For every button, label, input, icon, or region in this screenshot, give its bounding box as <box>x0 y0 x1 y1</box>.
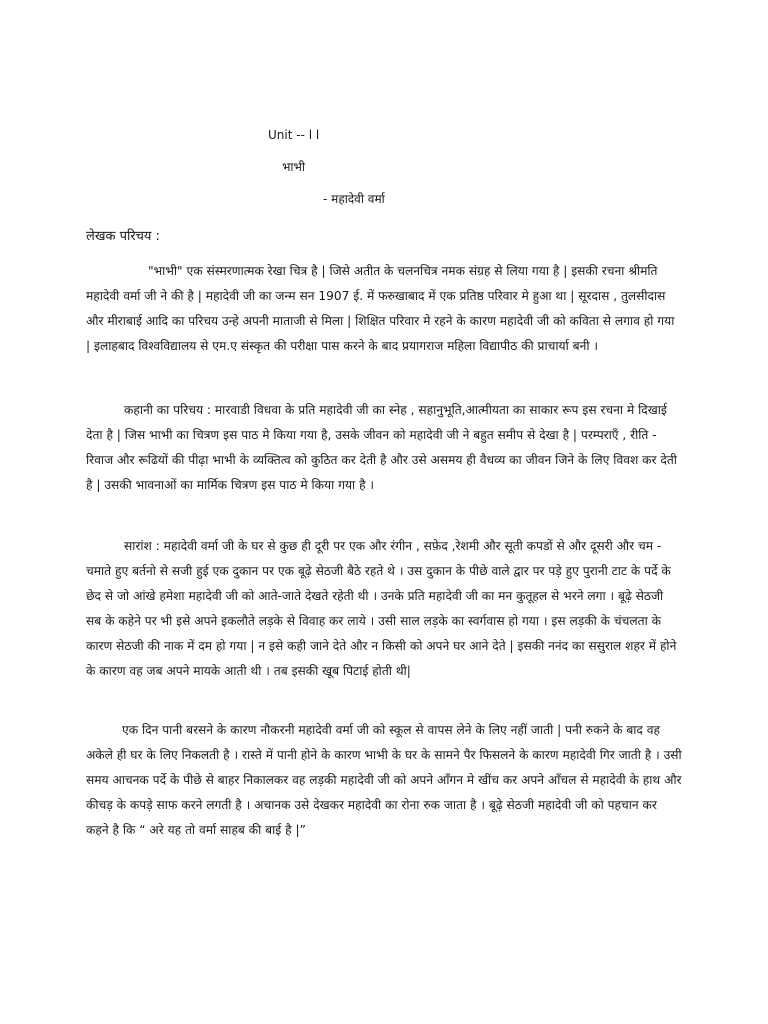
paragraph-story-intro: कहानी का परिचय : मारवाडी विधवा के प्रति महादेवी जी का स्नेह , सहानुभूति,आत्मीयता का साकार रूप इस रचना मे दिखाई देता है | जिस भाभी का चित्रण इस पाठ मे किया गया है, उसके जीवन को महादेवी जी ने बहुत समीप से देखा है | परम्पराएँ , रीति - रिवाज और रूढियों की पीढ़ा भाभी के व्यक्तित्व को कुठित कर देती है और उसे असमय ही वैधव्य का जीवन जिने के लिए विवश कर देती है | उसकी भावनाओं का मार्मिक चित्रण इस पाठ मे किया गया है । <box>86 403 677 492</box>
paragraph-author-intro: "भाभी" एक संस्मरणात्मक रेखा चित्र है | जिसे अतीत के चलनचित्र नमक संग्रह से लिया गया है | इसकी रचना श्रीमति महादेवी वर्मा जी ने की है | महादेवी जी का जन्म सन 1907 ई. में फरुखाबाद में एक प्रतिष्ठ परिवार मे हुआ था | सूरदास , तुलसीदास और मीराबाई आदि का परिचय उन्हे अपनी माताजी से मिला | शिक्षित परिवार मे रहने के कारण महादेवी जी को कविता से लगाव हो गया | इलाहबाद विश्वविद्यालय से एम.ए संस्कृत की परीक्षा पास करने के बाद प्रयागराज महिला विद्यापीठ की प्राचार्या बनी । <box>86 264 675 353</box>
section-heading: लेखक परिचय : <box>86 229 160 244</box>
paragraph-summary: सारांश : महादेवी वर्मा जी के घर से कुछ ही दूरी पर एक और रंगीन , सफ़ेद ,रेशमी और सूती कपडों से और दूसरी और चम - चमाते हुए बर्तनो से सजी हुई एक दुकान पर एक बूढ़े सेठजी बैठे रहते थे । उस दुकान के पीछे वाले द्वार पर पड़े हुए पुरानी टाट के पर्दे के छेद से जो आंखे हमेशा महादेवी जी को आते-जाते देखते रहेती थी । उनके प्रति महादेवी जी का मन कुतूहल से भरने लगा । बूढ़े सेठजी सब के कहेने पर भी इसे अपने इकलौते लड़के से विवाह कर लाये । उसी साल लड़के का स्वर्गवास हो गया । इस लड़की के चंचलता के कारण सेठजी की नाक में दम हो गया | न इसे कही जाने देते और न किसी को अपने घर आने देते | इसकी ननंद का ससुराल शहर में होने के कारण वह जब अपने मायके आती थी । तब इसकी खूब पिटाई होती थी| <box>86 539 677 678</box>
paragraph-incident: एक दिन पानी बरसने के कारण नौकरनी महादेवी वर्मा जी को स्कूल से वापस लेने के लिए नहीं जाती | पनी रुकने के बाद वह अकेले ही घर के लिए निकलती है । रास्ते में पानी होने के कारण भाभी के घर के सामने पैर फिसलने के कारण महादेवी गिर जाती है । उसी समय आचनक पर्दे के पीछे से बाहर निकालकर वह लड़की महादेवी जी को अपने आँगन मे खींच कर अपने आँचल से महादेवी के हाथ और कीचड़ के कपड़े साफ करने लगती है । अचानक उसे देखकर महादेवी का रोना रुक जाता है । बूढ़े सेठजी महादेवी जी को पहचान कर कहने है कि “ अरे यह तो वर्मा साहब की बाई है |” <box>86 723 682 837</box>
page-title: भाभी <box>282 160 306 174</box>
author-line: - महादेवी वर्मा <box>323 192 385 206</box>
unit-label: Unit -- l l <box>268 128 320 142</box>
